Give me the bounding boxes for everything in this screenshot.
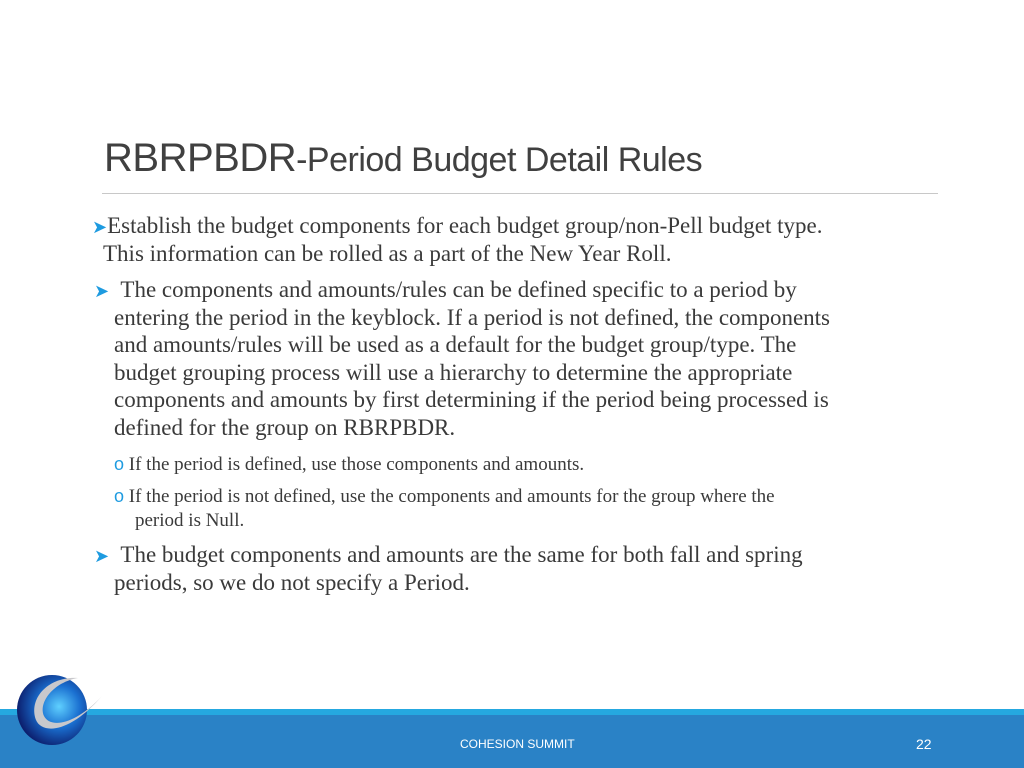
footer-title: COHESION SUMMIT <box>460 737 575 751</box>
title-divider <box>102 193 938 194</box>
logo-icon <box>14 668 104 748</box>
bullet-text: components and amounts by first determining if the period being processed is <box>114 387 829 412</box>
bullet-text: period is Null. <box>135 510 245 531</box>
arrow-bullet-icon: ➤ <box>94 546 110 567</box>
arrow-bullet-icon: ➤ <box>94 281 110 302</box>
bullet-text: defined for the group on RBRPBDR. <box>114 415 456 440</box>
sub-bullet-2: o If the period is not defined, use the components and amounts for the group where the <box>114 486 775 507</box>
bullet-3: ➤ The budget components and amounts are the same for both fall and spring <box>94 542 803 567</box>
bullet-text: budget grouping process will use a hierarchy to determine the appropriate <box>114 360 793 385</box>
bullet-text: This information can be rolled as a part of the New Year Roll. <box>103 241 672 266</box>
bullet-text: entering the period in the keyblock. If a period is not defined, the components <box>114 305 830 330</box>
arrow-bullet-icon: ➤ <box>92 217 108 238</box>
bullet-text: and amounts/rules will be used as a default for the budget group/type. The <box>114 332 797 357</box>
bullet-2: ➤ The components and amounts/rules can be defined specific to a period by <box>94 277 797 302</box>
sub-bullet-1: o If the period is defined, use those components and amounts. <box>114 454 585 475</box>
bullet-1: ➤Establish the budget components for each budget group/non-Pell budget type. <box>92 213 823 238</box>
circle-bullet-icon: o <box>114 454 125 474</box>
bullet-text: periods, so we do not specify a Period. <box>114 570 470 595</box>
page-number: 22 <box>916 736 932 752</box>
circle-bullet-icon: o <box>114 486 125 506</box>
slide-title: RBRPBDR-Period Budget Detail Rules <box>104 136 703 180</box>
